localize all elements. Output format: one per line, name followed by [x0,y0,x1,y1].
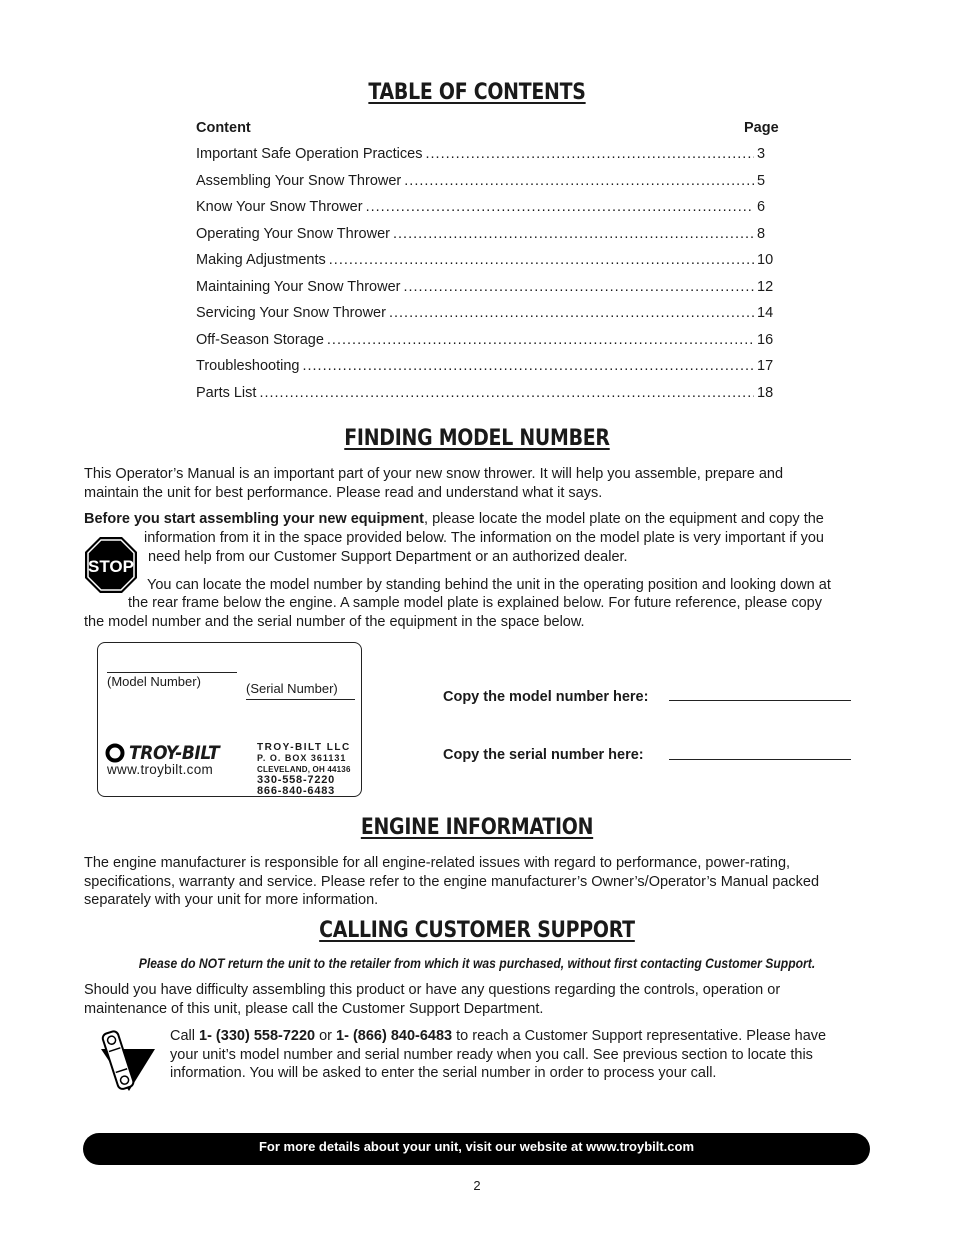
toc-leader-dots [403,279,754,295]
text-span: , please locate the model plate on the equipment and copy the [424,511,824,527]
toc-heading: TABLE OF CONTENTS [368,80,586,105]
toc-leader-dots [425,146,754,162]
toc-entry [196,252,781,272]
text-span: to reach a Customer Support representative. Please have [452,1028,827,1044]
toc-entry [196,199,781,219]
toc-entry [196,305,781,325]
toc-entry-page: 5 [757,173,766,189]
toc-entry-page: 10 [757,252,774,268]
finding-instructions-line [84,510,874,529]
toc-entry [196,173,781,193]
toc-leader-dots [327,332,754,348]
finding-intro-paragraph [84,465,874,502]
serial-number-line [246,699,355,700]
model-number-label: (Model Number) [107,674,201,689]
text-line: You can locate the model number by standing behind the unit in the operating position and looking down at [147,577,831,593]
text-line: the rear frame below the engine. A sample model plate is explained below. For future reference, please copy [128,595,822,611]
website-banner-text: For more details about your unit, visit our website at www.troybilt.com [258,1139,695,1154]
model-number-line [107,672,237,673]
text-line: information from it in the space provided below. The information on the model plate is very important if you [144,530,824,546]
model-number-write-line[interactable] [669,700,851,701]
toc-leader-dots [329,252,754,268]
toc-leader-dots [366,199,754,215]
finding-model-heading: FINDING MODEL NUMBER [344,426,610,451]
toc-leader-dots [404,173,754,189]
stop-sign-text: STOP [88,557,134,576]
toc-entry [196,385,781,405]
toc-entry [196,226,781,246]
bold-lead-text: Before you start assembling your new equipment [84,511,425,527]
text-line: maintain the unit for best performance. Please read and understand what it says. [84,484,603,501]
toc-entry-page: 16 [757,332,774,348]
text-line [170,1027,826,1046]
text-line: Should you have difficulty assembling this product or have any questions regarding the controls, operation or [84,982,781,998]
sample-model-plate [97,642,362,797]
toc-entry [196,358,781,378]
text-line: specifications, warranty and service. Please refer to the engine manufacturer’s Owner’s/Operator’s Manual packed [84,873,820,890]
toc-entry-title: Parts List [196,385,257,401]
engine-info-heading: ENGINE INFORMATION [360,815,594,840]
toc-entry-page: 17 [757,358,774,374]
support-phone-2: 1- (866) 840-6483 [336,1028,453,1044]
text-line: separately with your unit for more information. [84,892,379,908]
toc-leader-dots [393,226,754,242]
plate-po-box: P. O. BOX 361131 [257,753,347,763]
support-phone-1: 1- (330) 558-7220 [199,1028,316,1044]
plate-phone-1: 330-558-7220 [257,774,336,786]
toc-entry [196,332,781,352]
toc-entry-title: Assembling Your Snow Thrower [196,173,402,189]
plate-phone-2: 866-840-6483 [257,785,336,797]
text-line: information. You will be asked to enter the serial number in order to process your call. [170,1065,717,1081]
copy-serial-label: Copy the serial number here: [443,747,644,763]
toc-content-column-label: Content [196,120,251,136]
support-intro-paragraph [84,981,874,1018]
serial-number-label: (Serial Number) [246,681,338,696]
text-span: or [315,1028,337,1044]
toc-leader-dots [302,358,754,374]
stop-sign-icon [84,536,138,594]
serial-number-write-line[interactable] [669,759,851,760]
troy-bilt-logo [105,742,224,764]
toc-entry-title: Troubleshooting [196,358,300,374]
toc-entry-title: Making Adjustments [196,252,326,268]
toc-page-column-label: Page [744,120,779,136]
toc-entry-title: Off-Season Storage [196,332,324,348]
plate-company-block [257,742,351,797]
toc-entry [196,146,781,166]
text-line: maintenance of this unit, please call the Customer Support Department. [84,1000,544,1017]
toc-entry [196,279,781,299]
text-line: your unit’s model number and serial number ready when you call. See previous section to locate this [170,1046,813,1063]
toc-entry-page: 8 [757,226,766,242]
copy-model-label: Copy the model number here: [443,689,649,705]
toc-entry-title: Servicing Your Snow Thrower [196,305,386,321]
text-line: the model number and the serial number of the equipment in the space below. [84,614,585,630]
telephone-icon [99,1027,157,1093]
logo-wordmark: TROY-BILT [129,742,220,764]
finding-instructions-continued [144,529,824,566]
engine-info-paragraph [84,854,874,910]
toc-entry-title: Operating Your Snow Thrower [196,226,390,242]
toc-leader-dots [389,305,754,321]
toc-entry-page: 18 [757,385,774,401]
support-call-paragraph [170,1027,826,1083]
toc-leader-dots [259,385,754,401]
text-line: This Operator’s Manual is an important part of your new snow thrower. It will help you assemble, prepare and [84,466,784,482]
website-banner [83,1133,870,1165]
logo-ring-icon [105,743,125,763]
toc-entry-page: 3 [757,146,766,162]
text-span: Call [170,1028,200,1044]
page-number: 2 [473,1178,481,1193]
support-warning: Please do NOT return the unit to the retailer from which it was purchased, without first contacting Customer Support. [138,956,816,971]
toc-entry-page: 6 [757,199,766,215]
plate-company: TROY-BILT LLC [257,742,351,753]
text-line: need help from our Customer Support Department or an authorized dealer. [148,548,628,565]
customer-support-heading: CALLING CUSTOMER SUPPORT [319,918,635,943]
toc-entry-title: Maintaining Your Snow Thrower [196,279,401,295]
toc-entry-page: 12 [757,279,774,295]
toc-entry-page: 14 [757,305,774,321]
text-line: The engine manufacturer is responsible for all engine-related issues with regard to performance, power-rating, [84,855,791,871]
plate-city: CLEVELAND, OH 44136 [257,765,351,774]
toc-entry-title: Know Your Snow Thrower [196,199,363,215]
plate-website: www.troybilt.com [107,762,214,777]
toc-entry-title: Important Safe Operation Practices [196,146,423,162]
